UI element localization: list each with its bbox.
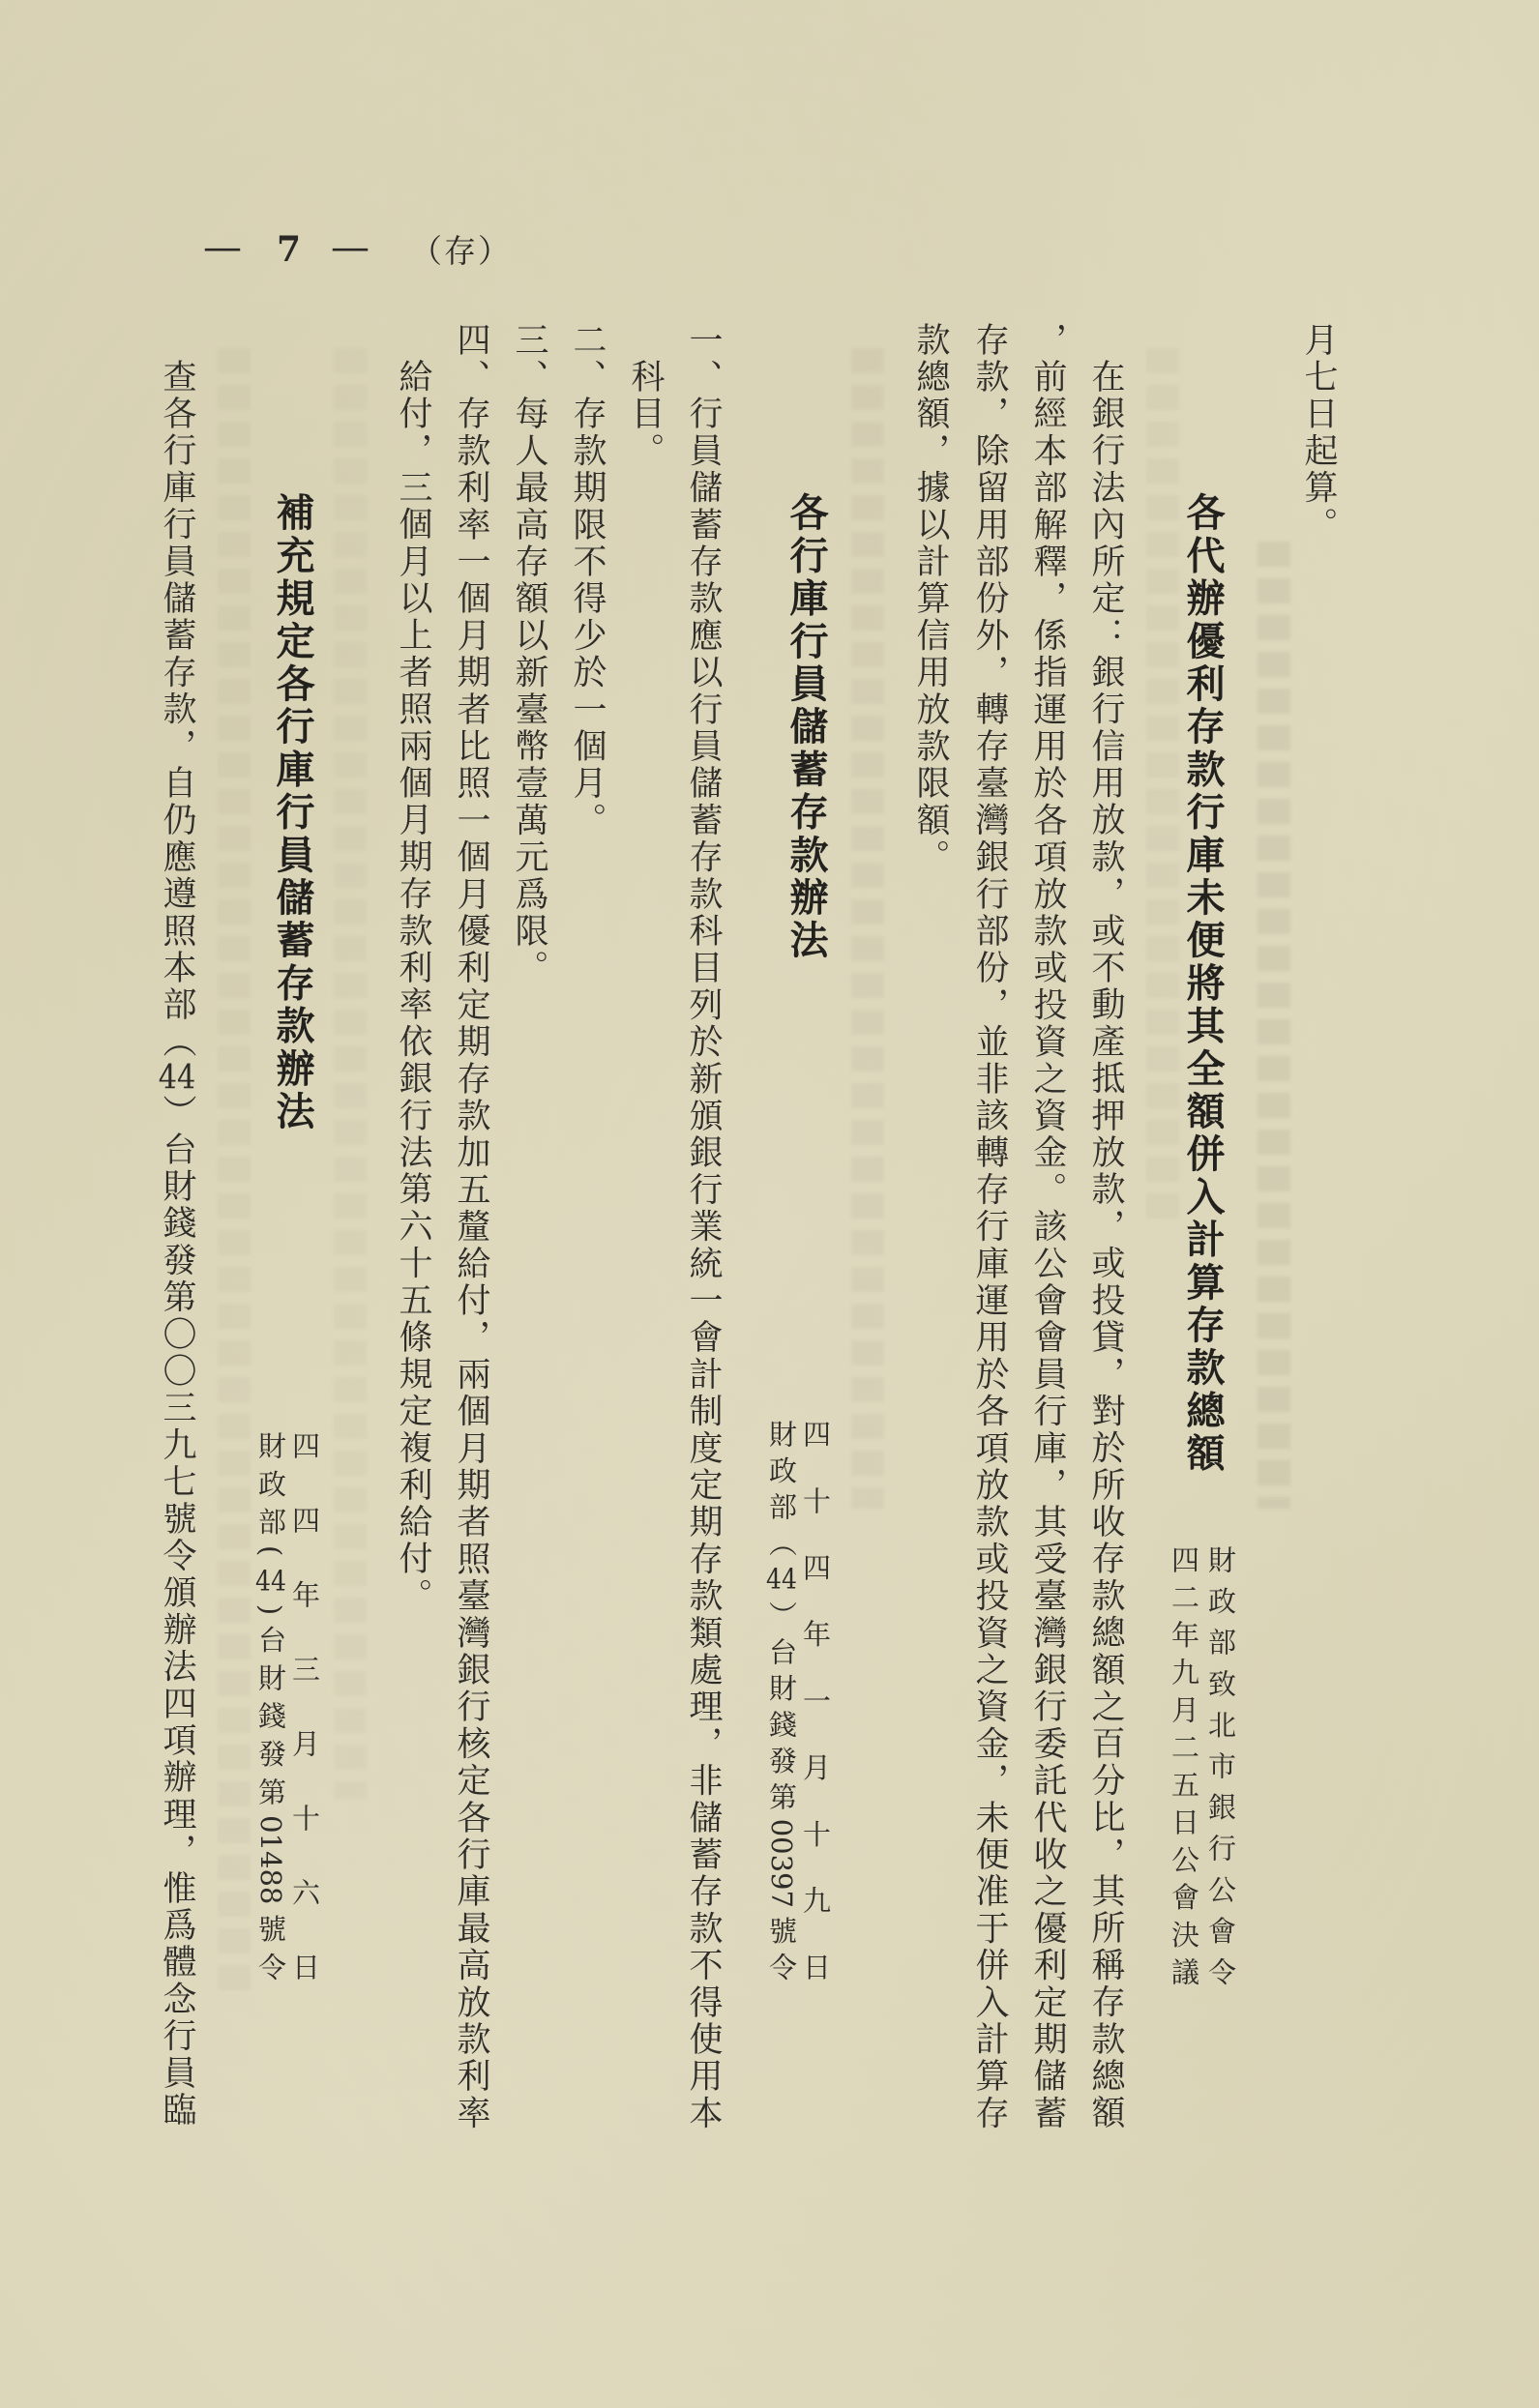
section-1-body-line: 在銀行法內所定：銀行信用放款，或不動產抵押放款，或投貸，對於所收存款總額之百分比，其所稱存款總額	[1086, 359, 1125, 2132]
article-1-line: 一、行員儲蓄存款應以行員儲蓄存款科目列於新頒銀行業統一會計制度定期存款類處理，非儲蓄存款不得使用本	[684, 322, 723, 2132]
section-2-title: 各行庫行員儲蓄存款辦法	[784, 492, 828, 963]
header-dash-right: —	[331, 225, 370, 270]
article-2-line: 二、存款期限不得少於一個月。	[568, 322, 607, 839]
page-number: 7	[277, 229, 302, 270]
section-3-source-date: 四四年三月十六日	[288, 1431, 321, 1981]
section-3-source-order: 財政部(44)台財錢發第01488號令	[254, 1431, 287, 1981]
section-mark: （存）	[410, 232, 512, 270]
continuation-line: 月七日起算。	[1299, 322, 1338, 544]
article-4-continuation: 給付，三個月以上者照兩個月期存款利率依銀行法第六十五條規定複利給付。	[394, 359, 432, 1615]
section-2-source-date: 四十四年一月十九日	[799, 1420, 832, 1981]
header-dash-left: —	[203, 225, 242, 270]
section-3-title: 補充規定各行庫行員儲蓄存款辦法	[270, 492, 314, 1133]
bleed-through-shadow	[334, 348, 367, 1799]
article-3-line: 三、每人最高存額以新臺幣壹萬元爲限。	[510, 322, 548, 987]
section-1-body-line: ，前經本部解釋，係指運用於各項放款或投資之資金。該公會會員行庫，其受臺灣銀行委託代收之優利定期儲蓄	[1028, 322, 1067, 2132]
article-1-continuation: 科目。	[626, 359, 665, 470]
section-1-body-line: 款總額，據以計算信用放款限額。	[911, 322, 950, 876]
bleed-through-shadow	[218, 348, 251, 1992]
bleed-through-shadow	[851, 348, 884, 1509]
bleed-through-shadow	[1146, 348, 1179, 1219]
article-4-line: 四、存款利率一個月期者比照一個月優利定期存款加五釐給付，兩個月期者照臺灣銀行核定各行庫最高放款利率	[452, 322, 490, 2132]
section-2-source-order: 財政部（44）台財錢發第00397號令	[765, 1420, 798, 1981]
section-1-source-issuer: 財政部致北市銀行公會令	[1204, 1545, 1237, 1985]
section-1-source-date: 四二年九月二五日公會決議	[1168, 1545, 1200, 1985]
section-3-body-line: 查各行庫行員儲蓄存款，自仍應遵照本部（44）台財錢發第〇〇三九七號令頒辦法四項辦理，惟爲體念行員臨	[158, 359, 196, 2129]
bleed-through-shadow	[1258, 542, 1290, 1509]
section-1-body-line: 存款，除留用部份外，轉存臺灣銀行部份，並非該轉存行庫運用於各項放款或投資之資金，未便准于併入計算存	[970, 322, 1009, 2132]
section-1-title: 各代辦優利存款行庫未便將其全額併入計算存款總額	[1180, 492, 1225, 1476]
